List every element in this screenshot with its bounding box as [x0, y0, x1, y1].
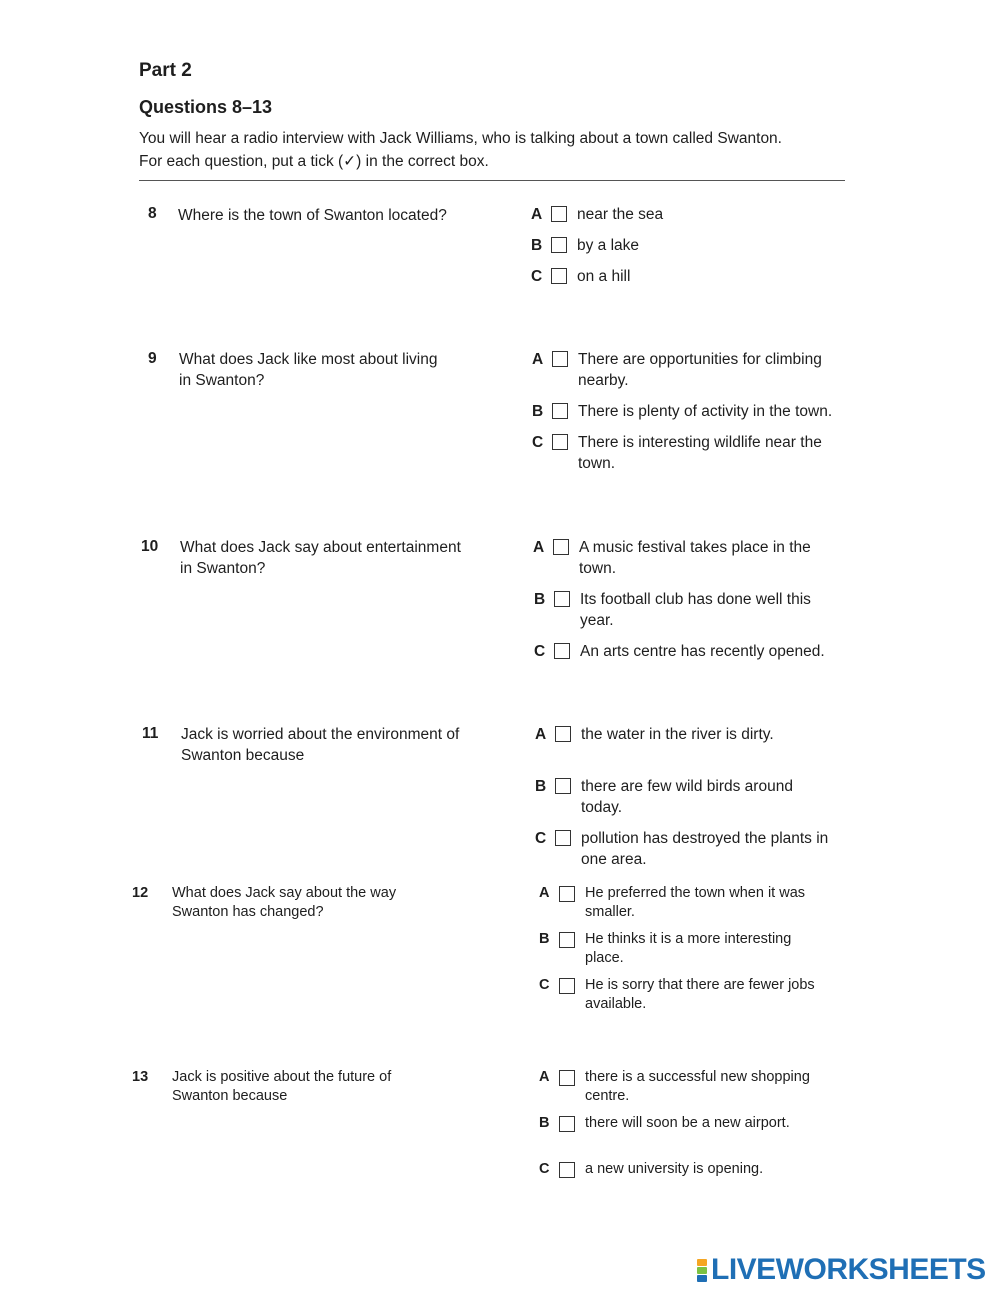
option-text: one area. — [581, 851, 647, 868]
option-text: the water in the river is dirty. — [581, 726, 774, 743]
option-text: There is plenty of activity in the town. — [578, 403, 833, 420]
option-letter: C — [539, 1161, 550, 1177]
question-text: What does Jack say about the way Swanton has changed? — [172, 885, 397, 920]
option-text: there will soon be a new airport. — [585, 1115, 790, 1131]
option-9-b — [532, 401, 843, 422]
answer-checkbox[interactable] — [554, 591, 570, 607]
option-letter: B — [534, 591, 546, 608]
option-text: there are few wild birds around — [581, 778, 793, 795]
option-text: town. — [578, 455, 616, 472]
question-number: 13 — [132, 1069, 149, 1085]
option-13-a — [539, 1068, 850, 1106]
option-13-b — [539, 1114, 850, 1133]
option-letter: C — [532, 434, 544, 451]
answer-checkbox[interactable] — [551, 237, 567, 253]
option-text: He is sorry that there are fewer jobs — [585, 977, 815, 993]
option-12-b — [539, 930, 850, 968]
option-8-c — [531, 266, 842, 287]
option-letter: C — [535, 830, 547, 847]
question-text: Where is the town of Swanton located? — [178, 207, 447, 224]
question-text: Jack is worried about the environment of Swanton because — [181, 726, 460, 764]
option-text: available. — [585, 996, 647, 1012]
answer-checkbox[interactable] — [559, 932, 575, 948]
option-11-b — [535, 776, 846, 818]
option-letter: B — [539, 1115, 550, 1131]
option-letter: C — [531, 268, 543, 285]
answer-checkbox[interactable] — [552, 403, 568, 419]
divider — [139, 180, 845, 181]
option-letter: A — [535, 726, 547, 743]
option-text: on a hill — [577, 268, 631, 285]
answer-checkbox[interactable] — [554, 643, 570, 659]
option-letter: B — [532, 403, 544, 420]
question-number: 8 — [148, 205, 157, 222]
option-11-c — [535, 828, 846, 870]
answer-checkbox[interactable] — [555, 830, 571, 846]
option-text: near the sea — [577, 206, 664, 223]
option-letter: A — [539, 885, 550, 901]
option-letter: C — [539, 977, 550, 993]
option-text: today. — [581, 799, 623, 816]
answer-checkbox[interactable] — [552, 434, 568, 450]
option-letter: A — [539, 1069, 550, 1085]
instruction-line: You will hear a radio interview with Jack Williams, who is talking about a town called Swanton. — [139, 130, 782, 147]
option-letter: B — [535, 778, 547, 795]
option-9-a — [532, 349, 843, 391]
option-letter: A — [531, 206, 543, 223]
option-text: pollution has destroyed the plants in — [581, 830, 829, 847]
option-text: by a lake — [577, 237, 640, 254]
option-9-c — [532, 432, 843, 474]
option-12-c — [539, 976, 850, 1014]
option-text: a new university is opening. — [585, 1161, 764, 1177]
liveworksheets-logo-text: LIVEWORKSHEETS — [711, 1253, 986, 1286]
option-text: A music festival takes place in the — [579, 539, 811, 556]
option-11-a — [535, 724, 846, 745]
answer-checkbox[interactable] — [559, 1116, 575, 1132]
option-text: place. — [585, 950, 624, 966]
option-letter: A — [532, 351, 544, 368]
instruction-line: For each question, put a tick (✓) in the correct box. — [139, 153, 489, 170]
option-13-c — [539, 1160, 850, 1179]
answer-checkbox[interactable] — [559, 978, 575, 994]
option-10-b — [534, 589, 845, 631]
answer-checkbox[interactable] — [555, 726, 571, 742]
questions-title: Questions 8–13 — [139, 97, 273, 117]
answer-checkbox[interactable] — [551, 206, 567, 222]
question-text: Jack is positive about the future of Swanton because — [172, 1069, 392, 1104]
option-text: Its football club has done well this — [580, 591, 811, 608]
answer-checkbox[interactable] — [559, 1162, 575, 1178]
option-12-a — [539, 884, 850, 922]
answer-checkbox[interactable] — [553, 539, 569, 555]
question-text: What does Jack like most about living in Swanton? — [179, 351, 438, 389]
question-number: 11 — [142, 725, 159, 742]
answer-checkbox[interactable] — [551, 268, 567, 284]
answer-checkbox[interactable] — [552, 351, 568, 367]
answer-checkbox[interactable] — [559, 1070, 575, 1086]
option-text: year. — [580, 612, 614, 629]
option-letter: C — [534, 643, 546, 660]
option-text: An arts centre has recently opened. — [580, 643, 825, 660]
question-number: 10 — [141, 538, 159, 555]
option-8-b — [531, 235, 842, 256]
option-text: He preferred the town when it was — [585, 885, 806, 901]
option-10-a — [533, 537, 844, 579]
option-8-a — [531, 204, 842, 225]
answer-checkbox[interactable] — [559, 886, 575, 902]
answer-checkbox[interactable] — [555, 778, 571, 794]
option-text: smaller. — [585, 904, 635, 920]
option-text: there is a successful new shopping — [585, 1069, 810, 1085]
part-heading: Part 2 — [139, 60, 192, 81]
option-letter: B — [539, 931, 550, 947]
question-number: 12 — [132, 885, 149, 901]
question-text: What does Jack say about entertainment in Swanton? — [180, 539, 461, 577]
option-text: town. — [579, 560, 617, 577]
liveworksheets-logo-icon — [697, 1259, 707, 1282]
liveworksheets-logo — [697, 1253, 986, 1287]
option-text: There is interesting wildlife near the — [578, 434, 822, 451]
option-text: nearby. — [578, 372, 629, 389]
question-number: 9 — [148, 350, 157, 367]
option-text: There are opportunities for climbing — [578, 351, 822, 368]
option-letter: A — [533, 539, 545, 556]
option-letter: B — [531, 237, 543, 254]
option-10-c — [534, 641, 845, 662]
option-text: He thinks it is a more interesting — [585, 931, 792, 947]
option-text: centre. — [585, 1088, 630, 1104]
